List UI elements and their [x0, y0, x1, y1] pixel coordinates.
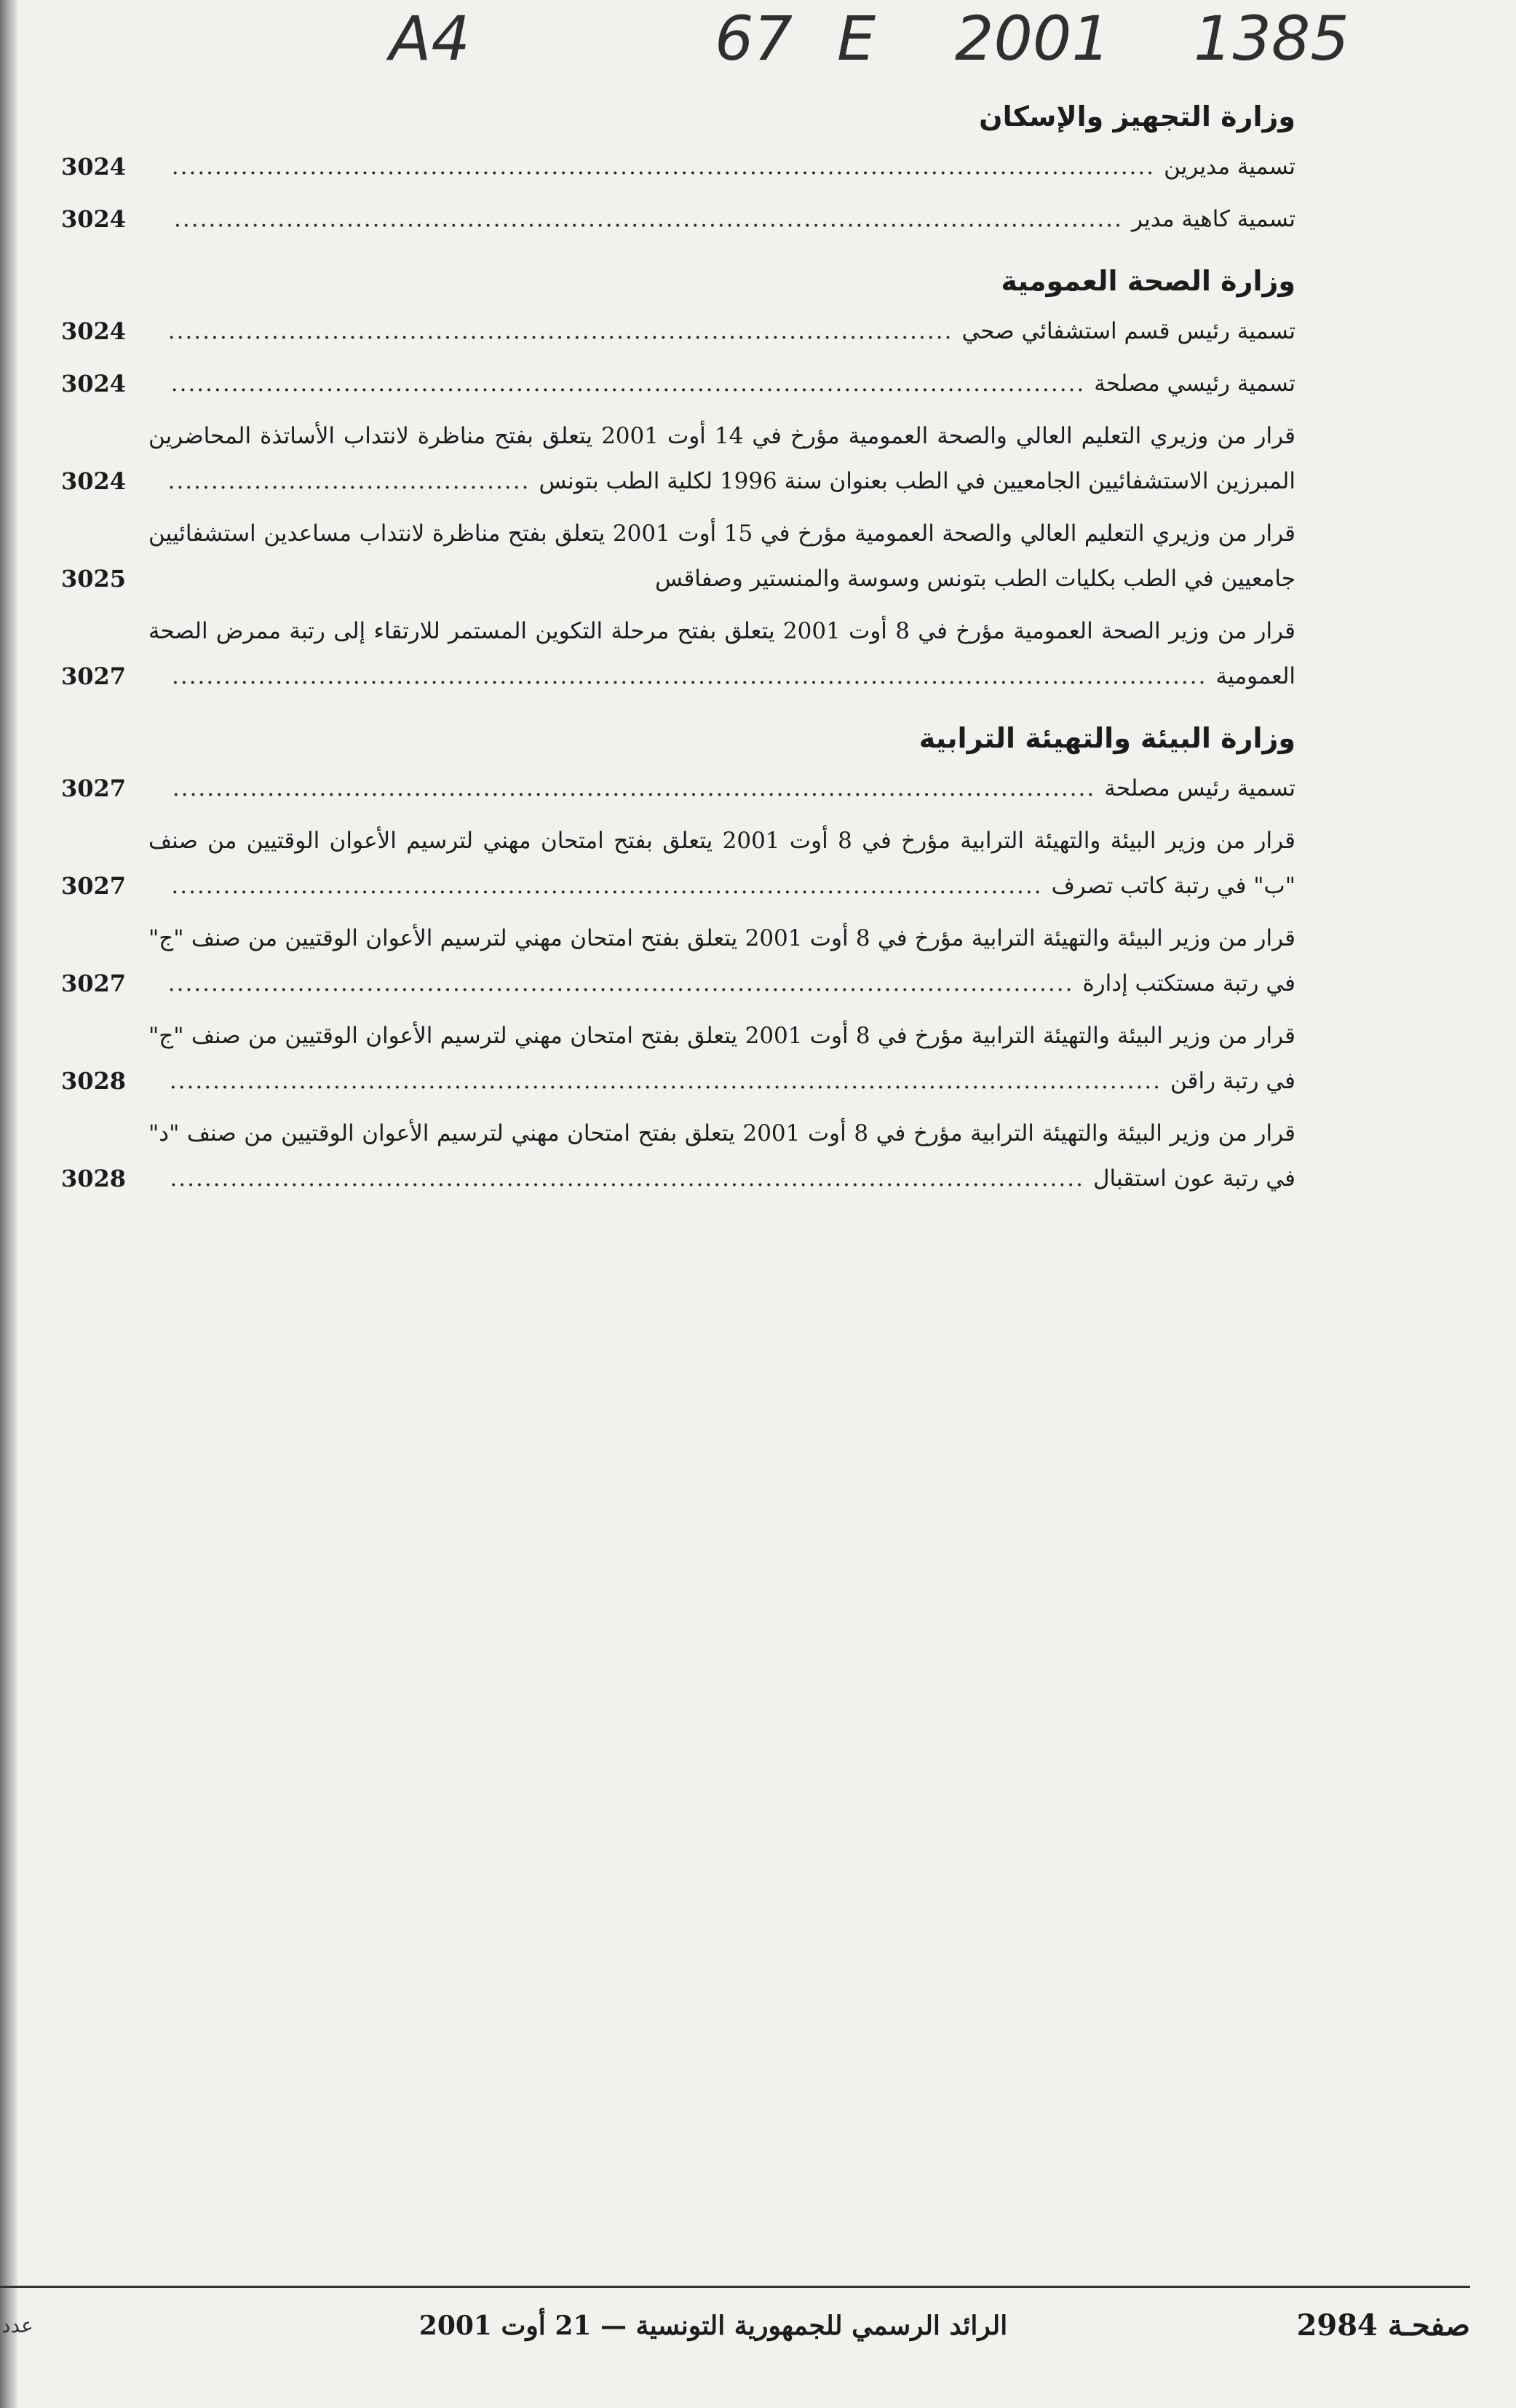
toc-entry	[61, 916, 1295, 1013]
footer-journal-title: الرائد الرسمي للجمهورية التونسية — 21 أوت 2001	[418, 2310, 1008, 2341]
entry-page-number: 3024	[61, 153, 127, 181]
toc-entry	[61, 1013, 1295, 1111]
entry-page-number: 3024	[61, 467, 127, 495]
dot-leader: .....................................................................................................	[171, 873, 1043, 899]
entry-page-number: 3027	[61, 662, 127, 690]
handwritten-code: 67	[715, 3, 793, 74]
entry-text-block	[148, 197, 1295, 242]
entry-page-number: 3027	[61, 970, 127, 997]
toc-section	[61, 716, 1295, 1208]
dot-leader: ...........................................................................................	[167, 318, 953, 344]
toc-entry	[61, 309, 1295, 361]
toc-entry	[61, 766, 1295, 818]
footer-page-number: صفحـة 2984	[1296, 2308, 1470, 2342]
entry-text: قرار من وزير البيئة والتهيئة الترابية مؤرخ في 8 أوت 2001 يتعلق بفتح امتحان مهني لترسيم الأعوان الوقتيين من صنف "ج" في رتبة راقن	[148, 1023, 1295, 1094]
toc-section	[61, 259, 1295, 706]
entry-page-number: 3028	[61, 1165, 127, 1192]
entry-page-number: 3027	[61, 872, 127, 900]
entry-page-number: 3028	[61, 1067, 127, 1095]
entry-text-block	[148, 413, 1295, 504]
entry-text-block	[148, 818, 1295, 908]
footer-rule	[0, 2286, 1470, 2288]
entry-page-number: 3024	[61, 205, 127, 233]
dot-leader: .........................................................................................................	[167, 970, 1074, 997]
entry-text-block	[148, 511, 1295, 601]
toc-entry	[61, 609, 1295, 706]
entry-text: قرار من وزيري التعليم العالي والصحة العمومية مؤرخ في 15 أوت 2001 يتعلق بفتح مناظرة لانتداب مساعدين استشفائيين جامعيين في الطب بكليات الطب بتونس وسوسة والمنستير وصفاقس	[148, 520, 1295, 592]
toc-entry	[61, 1111, 1295, 1208]
dot-leader: ...........................................................................................................	[172, 775, 1096, 801]
entry-text-block	[148, 609, 1295, 699]
entry-page-number: 3024	[61, 317, 127, 345]
entry-text-block	[148, 1111, 1295, 1201]
dot-leader: ..........................................................................................................	[170, 371, 1086, 397]
entry-text: قرار من وزير الصحة العمومية مؤرخ في 8 أوت 2001 يتعلق بفتح مرحلة التكوين المستمر للارتقاء إلى رتبة ممرض الصحة العمومية	[148, 618, 1295, 689]
handwritten-year: 2001	[955, 3, 1111, 74]
toc-section	[61, 95, 1295, 249]
section-title: وزارة التجهيز والإسكان	[979, 100, 1295, 132]
toc-entry	[61, 413, 1295, 511]
table-of-contents	[61, 86, 1295, 1219]
section-title: وزارة البيئة والتهيئة الترابية	[918, 722, 1295, 754]
dot-leader: ...................................................................................................................	[169, 1068, 1162, 1094]
toc-entry	[61, 144, 1295, 197]
toc-entry	[61, 511, 1295, 609]
dot-leader: ..................................................................................................................	[171, 154, 1156, 180]
entry-text-block	[148, 361, 1295, 406]
entry-text-block	[148, 766, 1295, 811]
entry-text: تسمية رئيسي مصلحة	[1094, 371, 1295, 397]
scan-edge-shadow	[0, 0, 17, 2408]
entry-text: تسمية مديرين	[1164, 154, 1295, 180]
toc-entry	[61, 197, 1295, 249]
entry-page-number: 3025	[61, 565, 127, 593]
entry-text: قرار من وزير البيئة والتهيئة الترابية مؤرخ في 8 أوت 2001 يتعلق بفتح امتحان مهني لترسيم الأعوان الوقتيين من صنف "ج" في رتبة مستكتب إدارة	[148, 925, 1295, 997]
handwritten-number: 1385	[1194, 3, 1349, 74]
entry-text: تسمية رئيس قسم استشفائي صحي	[961, 318, 1295, 344]
entry-page-number: 3024	[61, 370, 127, 397]
handwritten-a4: A4	[389, 3, 470, 74]
entry-text: قرار من وزير البيئة والتهيئة الترابية مؤرخ في 8 أوت 2001 يتعلق بفتح امتحان مهني لترسيم الأعوان الوقتيين من صنف "ب" في رتبة كاتب تصرف	[148, 828, 1296, 899]
handwritten-letter: E	[837, 3, 876, 74]
entry-text-block	[148, 144, 1295, 189]
entry-text-block	[148, 1013, 1295, 1104]
entry-text: تسمية رئيس مصلحة	[1104, 775, 1295, 801]
dot-leader: ..............................................................................................................	[174, 206, 1123, 232]
entry-text: قرار من وزيري التعليم العالي والصحة العمومية مؤرخ في 14 أوت 2001 يتعلق بفتح مناظرة لانتداب الأساتذة المحاضرين المبرزين الاستشفائيين الجامعيين في الطب بعنوان سنة 1996 لكلية الطب بتونس	[148, 423, 1295, 494]
dot-leader: ..........................................	[167, 468, 531, 494]
dot-leader: ..........................................................................................................	[170, 1165, 1084, 1192]
entry-text: قرار من وزير البيئة والتهيئة الترابية مؤرخ في 8 أوت 2001 يتعلق بفتح امتحان مهني لترسيم الأعوان الوقتيين من صنف "د" في رتبة عون استقبال	[148, 1120, 1295, 1192]
entry-text-block	[148, 916, 1295, 1006]
entry-page-number: 3027	[61, 775, 127, 802]
entry-text: تسمية كاهية مدير	[1131, 206, 1295, 232]
dot-leader: ........................................................................................................................	[171, 663, 1207, 689]
toc-entry	[61, 818, 1295, 916]
footer-edge-text: عدد	[1, 2313, 33, 2337]
section-title: وزارة الصحة العمومية	[1001, 265, 1295, 297]
page-footer	[0, 2300, 1499, 2351]
toc-entry	[61, 361, 1295, 413]
entry-text-block	[148, 309, 1295, 354]
